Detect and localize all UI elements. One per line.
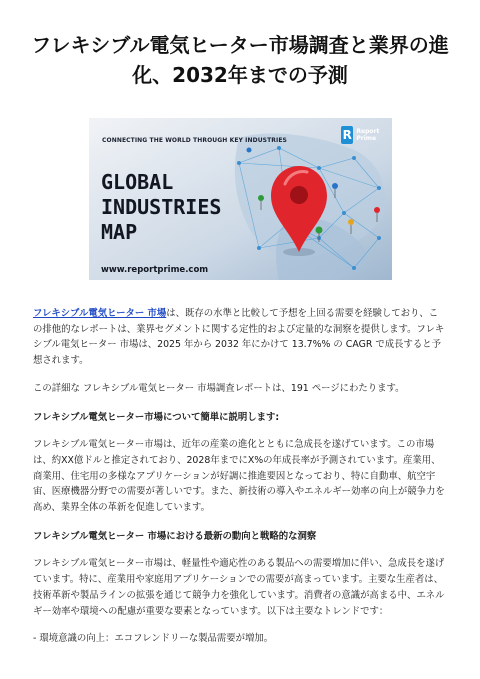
trend-bullet: - 環境意識の向上：エコフレンドリーな製品需要が増加。	[33, 633, 274, 645]
report-content	[33, 306, 447, 647]
market-link[interactable]: フレキシブル電気ヒーター 市場	[33, 308, 167, 319]
pages-paragraph: この詳細な フレキシブル電気ヒーター 市場調査レポートは、191 ページにわたります。	[33, 382, 405, 394]
trends-paragraph: フレキシブル電気ヒーター市場は、軽量性や適応性のある製品への需要増加に伴い、急成長を遂げています。特に、産業用や家庭用アプリケーションでの需要が高まっています。主要な生産者は、技術革新や製品ラインの拡張を通じて競争力を強化しています。消費者の意識が高まる中、エネルギー効率や環境への配慮が重要な要素となっています。以下は主要なトレンドです：	[33, 558, 445, 617]
section-heading-overview: フレキシブル電気ヒーター市場について簡単に説明します:	[33, 411, 280, 423]
overview-paragraph: フレキシブル電気ヒーター市場は、近年の産業の進化とともに急成長を遂げています。この市場は、約XX億ドルと推定されており、2028年までにX%の年成長率が予測されています。産業用、商業用、住宅用の多様なアプリケーションが好調に推進要因となっており、特に自動車、航空宇宙、医療機器分野での需要が著しいです。また、新技術の導入やエネルギー効率の向上が競争力を高め、業界全体の革新を促進しています。	[33, 439, 445, 514]
section-heading-trends: フレキシブル電気ヒーター 市場における最新の動向と戦略的な洞察	[33, 530, 317, 542]
banner-url: www.reportprime.com	[101, 265, 209, 275]
report-prime-logo	[341, 122, 391, 148]
banner-map-title: GLOBAL INDUSTRIES MAP	[101, 170, 222, 244]
intro-text: は、既存の水準と比較して予想を上回る需要を経験しており、この排他的なレポートは、業界セグメントに関する定性的および定量的な洞察を提供します。フレキシブル電気ヒーター 市場は、2025 年から 2032 年にかけて 13.7%% の CAGR で成長すると予想されます。	[33, 308, 445, 367]
logo-name: Report Prime	[356, 128, 380, 142]
page-title: フレキシブル電気ヒーター市場調査と業界の進化、2032年までの予測	[31, 33, 449, 87]
logo-mark-icon: R	[342, 128, 352, 142]
intro-paragraph	[33, 306, 447, 369]
report-banner-image	[89, 118, 392, 280]
banner-tagline: CONNECTING THE WORLD THROUGH KEY INDUSTRIES	[102, 137, 287, 144]
